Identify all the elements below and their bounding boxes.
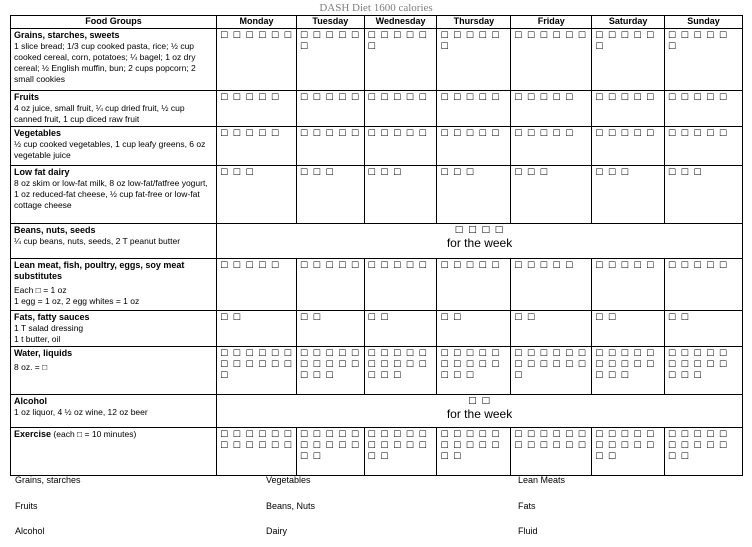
row-fruits (11, 91, 743, 127)
checkboxes-saturday[interactable]: □ □ □ □ □ □ □ □ □ □ □ □ (592, 428, 665, 476)
food-group-name: Grains, starches, sweets (14, 30, 120, 40)
checkboxes-thursday[interactable]: □ □ □ □ □ □ (437, 29, 511, 91)
row-beans (11, 224, 743, 259)
checkboxes-friday[interactable]: □ □ □ □ □ (511, 127, 592, 166)
row-fats (11, 311, 743, 347)
food-group-desc: (each □ = 10 minutes) (53, 429, 137, 439)
checkboxes-thursday[interactable]: □ □ □ (437, 166, 511, 224)
footer-label-alcohol: Alcohol (15, 526, 45, 536)
food-group-name: Low fat dairy (14, 167, 70, 177)
checkboxes-monday[interactable]: □ □ □ □ □ (217, 91, 297, 127)
diet-tracking-table (10, 15, 743, 476)
food-group-cell (11, 347, 217, 395)
checkboxes-friday[interactable]: □ □ (511, 311, 592, 347)
checkboxes-wednesday[interactable]: □ □ □ □ □ □ (364, 29, 437, 91)
checkboxes-tuesday[interactable]: □ □ □ □ □ (297, 259, 365, 311)
checkboxes-tuesday[interactable]: □ □ □ □ □ □ □ □ □ □ □ □ (297, 428, 365, 476)
food-group-desc: 1 T salad dressing (14, 323, 84, 333)
food-group-cell (11, 259, 217, 311)
weekly-boxes[interactable]: □ □ □ □ (454, 225, 505, 235)
food-group-name: Vegetables (14, 128, 62, 138)
food-group-desc: 8 oz skim or low-fat milk, 8 oz low-fat/fatfree yogurt, 1 oz reduced-fat cheese, ½ cup fat-free or low-fat cottage cheese (14, 178, 208, 210)
checkboxes-sunday[interactable]: □ □ □ □ □ □ □ □ □ □ □ □ (665, 428, 743, 476)
checkboxes-wednesday[interactable]: □ □ □ □ □ □ □ □ □ □ □ □ □ (364, 347, 437, 395)
checkboxes-friday[interactable]: □ □ □ (511, 166, 592, 224)
checkboxes-monday[interactable]: □ □ □ □ □ □ □ □ □ □ □ □ □ (217, 347, 297, 395)
checkboxes-saturday[interactable]: □ □ □ □ □ (592, 259, 665, 311)
col-header-friday: Friday (511, 16, 592, 29)
checkboxes-saturday[interactable]: □ □ □ □ □ □ □ □ □ □ □ □ □ (592, 347, 665, 395)
weekly-checkboxes (217, 395, 743, 428)
col-header-thursday: Thursday (437, 16, 511, 29)
food-group-name: Fats, fatty sauces (14, 312, 90, 322)
food-group-cell (11, 395, 217, 428)
col-header-food-groups: Food Groups (11, 16, 217, 29)
footer-summary (0, 472, 752, 542)
food-group-desc: ¼ cup beans, nuts, seeds, 2 T peanut butter (14, 236, 181, 246)
food-group-desc: Each □ = 1 oz (14, 285, 67, 295)
checkboxes-sunday[interactable]: □ □ (665, 311, 743, 347)
checkboxes-tuesday[interactable]: □ □ □ □ □ □ □ □ □ □ □ □ □ (297, 347, 365, 395)
row-vegetables (11, 127, 743, 166)
checkboxes-tuesday[interactable]: □ □ □ □ □ (297, 127, 365, 166)
checkboxes-friday[interactable]: □ □ □ □ □ □ □ □ □ □ □ □ □ (511, 347, 592, 395)
checkboxes-monday[interactable]: □ □ (217, 311, 297, 347)
food-group-desc-2: 1 egg = 1 oz, 2 egg whites = 1 oz (14, 296, 140, 306)
checkboxes-tuesday[interactable]: □ □ □ (297, 166, 365, 224)
footer-label-vegetables: Vegetables (266, 475, 311, 485)
food-group-name: Water, liquids (14, 348, 73, 358)
food-group-desc: ½ cup cooked vegetables, 1 cup leafy greens, 6 oz vegetable juice (14, 139, 206, 160)
checkboxes-wednesday[interactable]: □ □ □ □ □ (364, 91, 437, 127)
food-group-name: Alcohol (14, 396, 47, 406)
col-header-monday: Monday (217, 16, 297, 29)
food-group-cell (11, 127, 217, 166)
food-group-name: Lean meat, fish, poultry, eggs, soy meat substitutes (14, 260, 185, 281)
checkboxes-monday[interactable]: □ □ □ (217, 166, 297, 224)
food-group-cell (11, 91, 217, 127)
checkboxes-thursday[interactable]: □ □ □ □ □ □ □ □ □ □ □ □ □ (437, 347, 511, 395)
checkboxes-saturday[interactable]: □ □ □ (592, 166, 665, 224)
col-header-wednesday: Wednesday (364, 16, 437, 29)
col-header-saturday: Saturday (592, 16, 665, 29)
page-title: DASH Diet 1600 calories (319, 2, 433, 14)
food-group-desc: 1 oz liquor, 4 ½ oz wine, 12 oz beer (14, 407, 148, 417)
food-group-cell (11, 224, 217, 259)
checkboxes-saturday[interactable]: □ □ (592, 311, 665, 347)
checkboxes-wednesday[interactable]: □ □ □ □ □ (364, 127, 437, 166)
checkboxes-thursday[interactable]: □ □ □ □ □ (437, 91, 511, 127)
checkboxes-monday[interactable]: □ □ □ □ □ □ □ □ □ □ □ □ (217, 428, 297, 476)
checkboxes-sunday[interactable]: □ □ □ (665, 166, 743, 224)
checkboxes-wednesday[interactable]: □ □ □ □ □ □ □ □ □ □ □ □ (364, 428, 437, 476)
weekly-label: for the week (446, 236, 513, 250)
checkboxes-tuesday[interactable]: □ □ □ □ □ □ (297, 29, 365, 91)
checkboxes-monday[interactable]: □ □ □ □ □ (217, 127, 297, 166)
weekly-boxes[interactable]: □ □ (468, 396, 491, 406)
checkboxes-thursday[interactable]: □ □ □ □ □ (437, 127, 511, 166)
checkboxes-tuesday[interactable]: □ □ (297, 311, 365, 347)
food-group-cell (11, 166, 217, 224)
food-group-desc: 4 oz juice, small fruit, ¼ cup dried fruit, ½ cup canned fruit, 1 cup diced raw fruit (14, 103, 185, 124)
footer-label-beans-nuts: Beans, Nuts (266, 501, 316, 511)
food-group-desc-2: 1 t butter, oil (14, 334, 61, 344)
checkboxes-saturday[interactable]: □ □ □ □ □ (592, 91, 665, 127)
checkboxes-friday[interactable]: □ □ □ □ □ □ □ □ □ □ □ □ (511, 428, 592, 476)
checkboxes-sunday[interactable]: □ □ □ □ □ (665, 259, 743, 311)
checkboxes-friday[interactable]: □ □ □ □ □ □ (511, 29, 592, 91)
checkboxes-monday[interactable]: □ □ □ □ □ □ (217, 29, 297, 91)
checkboxes-friday[interactable]: □ □ □ □ □ (511, 91, 592, 127)
checkboxes-friday[interactable]: □ □ □ □ □ (511, 259, 592, 311)
row-lean-meat (11, 259, 743, 311)
footer-label-grains: Grains, starches (15, 475, 81, 485)
food-group-name: Beans, nuts, seeds (14, 225, 96, 235)
footer-label-dairy: Dairy (266, 526, 288, 536)
header-row (11, 16, 743, 29)
checkboxes-sunday[interactable]: □ □ □ □ □ □ □ □ □ □ □ □ □ (665, 347, 743, 395)
row-water (11, 347, 743, 395)
col-header-tuesday: Tuesday (297, 16, 365, 29)
checkboxes-wednesday[interactable]: □ □ □ □ □ (364, 259, 437, 311)
checkboxes-thursday[interactable]: □ □ □ □ □ □ □ □ □ □ □ □ (437, 428, 511, 476)
row-grains (11, 29, 743, 91)
checkboxes-sunday[interactable]: □ □ □ □ □ □ (665, 29, 743, 91)
row-exercise (11, 428, 743, 476)
checkboxes-sunday[interactable]: □ □ □ □ □ (665, 127, 743, 166)
checkboxes-tuesday[interactable]: □ □ □ □ □ (297, 91, 365, 127)
food-group-desc: 8 oz. = □ (14, 362, 48, 372)
food-group-cell (11, 428, 217, 476)
checkboxes-sunday[interactable]: □ □ □ □ □ (665, 91, 743, 127)
checkboxes-thursday[interactable]: □ □ (437, 311, 511, 347)
food-group-desc: 1 slice bread; 1/3 cup cooked pasta, rice; ½ cup cooked cereal, corn, potatoes; ¼ bagel; 1 oz dry cereal; ½ English muffin, bun; 2 cups popcorn; 2 small cookies (14, 41, 196, 84)
weekly-checkboxes (217, 224, 743, 259)
footer-label-lean-meats: Lean Meats (518, 475, 566, 485)
weekly-label: for the week (446, 407, 513, 421)
row-alcohol (11, 395, 743, 428)
food-group-name: Exercise (14, 429, 52, 439)
checkboxes-wednesday[interactable]: □ □ (364, 311, 437, 347)
checkboxes-saturday[interactable]: □ □ □ □ □ □ (592, 29, 665, 91)
footer-label-fruits: Fruits (15, 501, 38, 511)
checkboxes-thursday[interactable]: □ □ □ □ □ (437, 259, 511, 311)
food-group-cell (11, 29, 217, 91)
checkboxes-monday[interactable]: □ □ □ □ □ (217, 259, 297, 311)
row-dairy (11, 166, 743, 224)
food-group-name: Fruits (14, 92, 40, 102)
food-group-cell (11, 311, 217, 347)
footer-label-fluid: Fluid (518, 526, 538, 536)
col-header-sunday: Sunday (665, 16, 743, 29)
checkboxes-saturday[interactable]: □ □ □ □ □ (592, 127, 665, 166)
checkboxes-wednesday[interactable]: □ □ □ (364, 166, 437, 224)
footer-label-fats: Fats (518, 501, 536, 511)
